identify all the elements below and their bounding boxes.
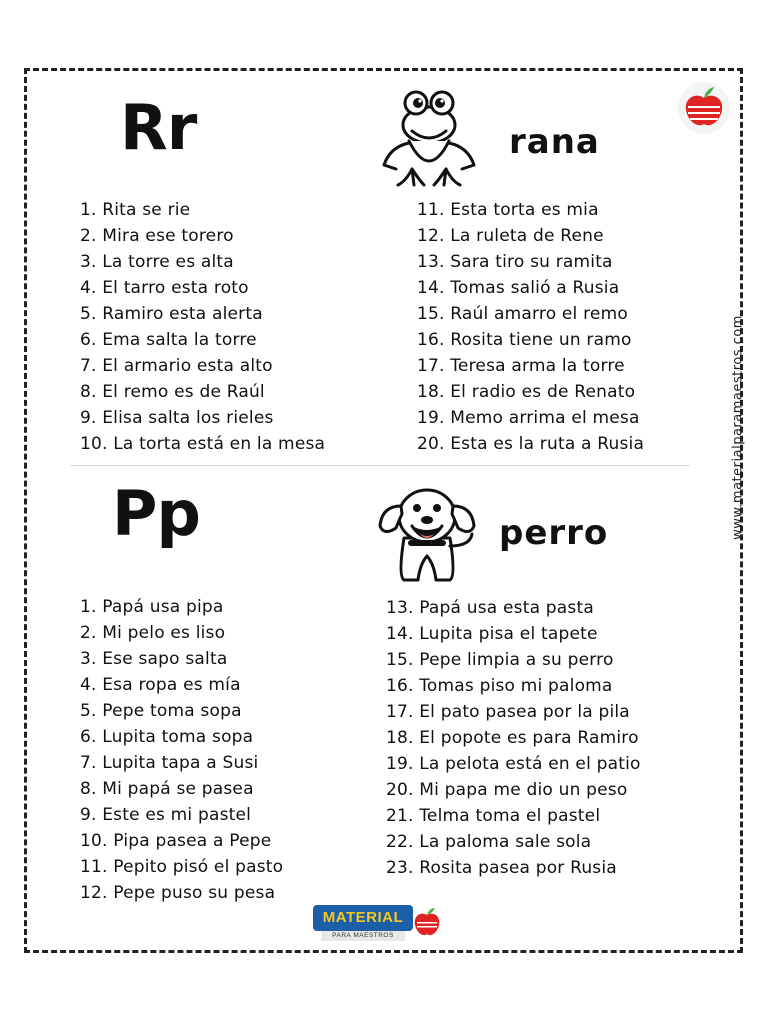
list-item: 4. El tarro esta roto <box>80 278 249 298</box>
logo-sub-text: PARA MAESTROS <box>321 931 405 941</box>
letter-heading-p: Pp <box>112 477 200 550</box>
list-item: 13. Sara tiro su ramita <box>417 252 613 272</box>
list-item: 21. Telma toma el pastel <box>386 806 601 826</box>
list-item: 1. Papá usa pipa <box>80 597 224 617</box>
list-item: 1. Rita se rie <box>80 200 191 220</box>
list-item: 10. La torta está en la mesa <box>80 434 326 454</box>
list-item: 5. Pepe toma sopa <box>80 701 242 721</box>
list-item: 2. Mi pelo es liso <box>80 623 226 643</box>
list-item: 23. Rosita pasea por Rusia <box>386 858 617 878</box>
list-item: 8. El remo es de Raúl <box>80 382 265 402</box>
list-item: 16. Tomas piso mi paloma <box>386 676 613 696</box>
logo-main-text: MATERIAL <box>313 905 413 931</box>
dog-icon <box>374 476 480 586</box>
list-item: 18. El radio es de Renato <box>417 382 636 402</box>
list-item: 5. Ramiro esta alerta <box>80 304 263 324</box>
list-item: 14. Tomas salió a Rusia <box>417 278 620 298</box>
list-item: 12. Pepe puso su pesa <box>80 883 276 903</box>
p-sentence-list-right <box>386 595 641 881</box>
list-item: 17. Teresa arma la torre <box>417 356 625 376</box>
list-item: 15. Pepe limpia a su perro <box>386 650 614 670</box>
list-item: 11. Pepito pisó el pasto <box>80 857 284 877</box>
list-item: 10. Pipa pasea a Pepe <box>80 831 272 851</box>
list-item: 11. Esta torta es mia <box>417 200 599 220</box>
list-item: 9. Este es mi pastel <box>80 805 252 825</box>
list-item: 6. Lupita toma sopa <box>80 727 254 747</box>
letter-heading-r: Rr <box>120 91 197 164</box>
material-logo <box>313 905 443 945</box>
p-sentence-list-left <box>80 594 283 906</box>
list-item: 13. Papá usa esta pasta <box>386 598 594 618</box>
list-item: 2. Mira ese torero <box>80 226 234 246</box>
list-item: 19. La pelota está en el patio <box>386 754 641 774</box>
list-item: 15. Raúl amarro el remo <box>417 304 628 324</box>
list-item: 6. Ema salta la torre <box>80 330 257 350</box>
example-word-perro: perro <box>499 513 609 553</box>
list-item: 20. Esta es la ruta a Rusia <box>417 434 645 454</box>
list-item: 8. Mi papá se pasea <box>80 779 254 799</box>
list-item: 18. El popote es para Ramiro <box>386 728 639 748</box>
r-sentence-list-right <box>417 197 644 457</box>
frog-icon <box>376 85 482 191</box>
list-item: 20. Mi papa me dio un peso <box>386 780 628 800</box>
list-item: 7. El armario esta alto <box>80 356 273 376</box>
list-item: 3. La torre es alta <box>80 252 234 272</box>
side-watermark-url: www.materialparamaestros.com <box>730 315 746 540</box>
r-sentence-list-left <box>80 197 325 457</box>
list-item: 3. Ese sapo salta <box>80 649 228 669</box>
list-item: 4. Esa ropa es mía <box>80 675 241 695</box>
list-item: 19. Memo arrima el mesa <box>417 408 640 428</box>
list-item: 17. El pato pasea por la pila <box>386 702 630 722</box>
list-item: 9. Elisa salta los rieles <box>80 408 274 428</box>
list-item: 14. Lupita pisa el tapete <box>386 624 598 644</box>
list-item: 16. Rosita tiene un ramo <box>417 330 632 350</box>
list-item: 7. Lupita tapa a Susi <box>80 753 259 773</box>
list-item: 12. La ruleta de Rene <box>417 226 604 246</box>
list-item: 22. La paloma sale sola <box>386 832 592 852</box>
section-divider <box>70 465 690 466</box>
example-word-rana: rana <box>509 122 600 162</box>
apple-icon <box>676 80 732 136</box>
logo-apple-icon <box>413 907 441 937</box>
